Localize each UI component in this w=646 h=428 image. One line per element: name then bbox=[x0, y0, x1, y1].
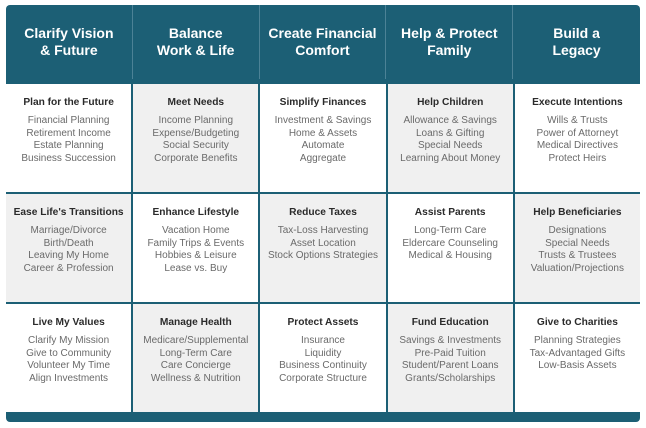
matrix-cell bbox=[133, 304, 258, 412]
cell-item: Stock Options Strategies bbox=[267, 250, 379, 261]
matrix-cell bbox=[133, 84, 258, 192]
cell-title: Meet Needs bbox=[167, 97, 225, 108]
cell-item: Insurance bbox=[301, 335, 345, 346]
cell-item: Wellness & Nutrition bbox=[150, 372, 241, 384]
matrix-cell bbox=[260, 84, 385, 192]
cell-title: Protect Assets bbox=[287, 317, 359, 328]
cell-item: Volunteer My Time bbox=[27, 360, 110, 371]
cell-title: Execute Intentions bbox=[532, 97, 623, 108]
cell-item: Birth/Death bbox=[43, 237, 94, 249]
cell-item: Income Planning bbox=[158, 115, 234, 126]
cell-item: Wills & Trusts bbox=[547, 115, 608, 126]
cell-item: Medicare/Supplemental bbox=[143, 335, 249, 346]
cell-title: Simplify Finances bbox=[279, 97, 367, 108]
header-row bbox=[6, 5, 640, 79]
matrix-cell bbox=[388, 84, 513, 192]
cell-item: Medical Directives bbox=[536, 140, 618, 151]
matrix-cell bbox=[6, 304, 131, 412]
cell-item: Corporate Structure bbox=[279, 372, 367, 384]
column-header-financial-comfort: Create Financial Comfort bbox=[260, 5, 387, 79]
cell-item: Social Security bbox=[162, 140, 229, 151]
matrix-cell bbox=[133, 194, 258, 302]
cell-item: Valuation/Projections bbox=[530, 262, 624, 274]
cell-item: Financial Planning bbox=[27, 115, 110, 126]
cell-item: Care Concierge bbox=[160, 360, 231, 371]
cell-item: Give to Community bbox=[26, 347, 112, 359]
cell-item: Savings & Investments bbox=[399, 335, 502, 346]
cell-item: Liquidity bbox=[304, 347, 342, 359]
cell-item: Asset Location bbox=[290, 237, 356, 249]
column-header-clarify-vision: Clarify Vision & Future bbox=[6, 5, 133, 79]
planning-matrix bbox=[6, 5, 640, 422]
cell-title: Manage Health bbox=[159, 317, 232, 328]
matrix-cell bbox=[515, 194, 640, 302]
cell-item: Designations bbox=[548, 225, 607, 236]
matrix-cell bbox=[6, 194, 131, 302]
cell-item: Corporate Benefits bbox=[154, 152, 238, 164]
matrix-cell bbox=[6, 84, 131, 192]
cell-title: Ease Life's Transitions bbox=[13, 207, 124, 218]
cell-item: Hobbies & Leisure bbox=[154, 250, 237, 261]
cell-item: Planning Strategies bbox=[534, 335, 621, 346]
cell-title: Reduce Taxes bbox=[289, 207, 357, 218]
cell-item: Automate bbox=[301, 140, 345, 151]
cell-title: Plan for the Future bbox=[23, 97, 114, 108]
cell-item: Pre-Paid Tuition bbox=[414, 347, 486, 359]
cell-title: Fund Education bbox=[411, 317, 489, 328]
cell-item: Eldercare Counseling bbox=[402, 237, 498, 249]
cell-title: Live My Values bbox=[32, 317, 105, 328]
cell-item: Special Needs bbox=[545, 237, 610, 249]
cell-item: Learning About Money bbox=[400, 152, 501, 164]
cell-item: Aggregate bbox=[299, 152, 347, 164]
cell-item: Low-Basis Assets bbox=[538, 360, 617, 371]
matrix-cell bbox=[515, 84, 640, 192]
cell-item: Lease vs. Buy bbox=[164, 262, 228, 274]
cell-item: Grants/Scholarships bbox=[405, 372, 496, 384]
cell-item: Special Needs bbox=[417, 140, 483, 151]
matrix-cell bbox=[260, 304, 385, 412]
cell-item: Protect Heirs bbox=[548, 152, 607, 164]
cell-item: Tax-Loss Harvesting bbox=[277, 225, 369, 236]
cell-item: Home & Assets bbox=[288, 127, 358, 139]
cell-item: Business Succession bbox=[21, 152, 116, 164]
cell-item: Align Investments bbox=[29, 372, 109, 384]
cell-title: Help Beneficiaries bbox=[533, 207, 622, 218]
cell-title: Assist Parents bbox=[414, 207, 486, 218]
matrix-cell bbox=[515, 304, 640, 412]
cell-item: Long-Term Care bbox=[414, 225, 487, 236]
matrix-cell bbox=[388, 304, 513, 412]
cell-title: Give to Charities bbox=[536, 317, 618, 328]
cell-item: Estate Planning bbox=[33, 140, 104, 151]
column-header-protect-family: Help & Protect Family bbox=[386, 5, 513, 79]
cell-item: Investment & Savings bbox=[274, 115, 372, 126]
cell-item: Career & Profession bbox=[23, 262, 114, 274]
cell-item: Retirement Income bbox=[26, 127, 111, 139]
matrix-cell bbox=[388, 194, 513, 302]
cell-item: Power of Attorneyt bbox=[536, 127, 619, 139]
cell-item: Business Continuity bbox=[279, 360, 367, 371]
matrix-cell bbox=[260, 194, 385, 302]
cell-item: Allowance & Savings bbox=[403, 115, 497, 126]
cell-item: Expense/Budgeting bbox=[152, 127, 240, 139]
cell-item: Clarify My Mission bbox=[28, 335, 110, 346]
cell-item: Loans & Gifting bbox=[416, 127, 485, 139]
column-header-build-legacy: Build a Legacy bbox=[552, 25, 601, 58]
cell-item: Medical & Housing bbox=[408, 250, 492, 261]
cell-item: Marriage/Divorce bbox=[30, 225, 107, 236]
cell-title: Help Children bbox=[417, 97, 484, 108]
cell-item: Student/Parent Loans bbox=[401, 360, 499, 371]
cell-item: Long-Term Care bbox=[159, 347, 232, 359]
cell-item: Family Trips & Events bbox=[147, 237, 245, 249]
cell-title: Enhance Lifestyle bbox=[152, 207, 240, 218]
column-header-balance-work-life: Balance Work & Life bbox=[133, 5, 260, 79]
cell-item: Trusts & Trustees bbox=[538, 250, 617, 261]
cell-item: Leaving My Home bbox=[28, 250, 109, 261]
cell-item: Vacation Home bbox=[161, 225, 230, 236]
matrix-grid bbox=[6, 84, 640, 408]
cell-item: Tax-Advantaged Gifts bbox=[529, 347, 626, 359]
